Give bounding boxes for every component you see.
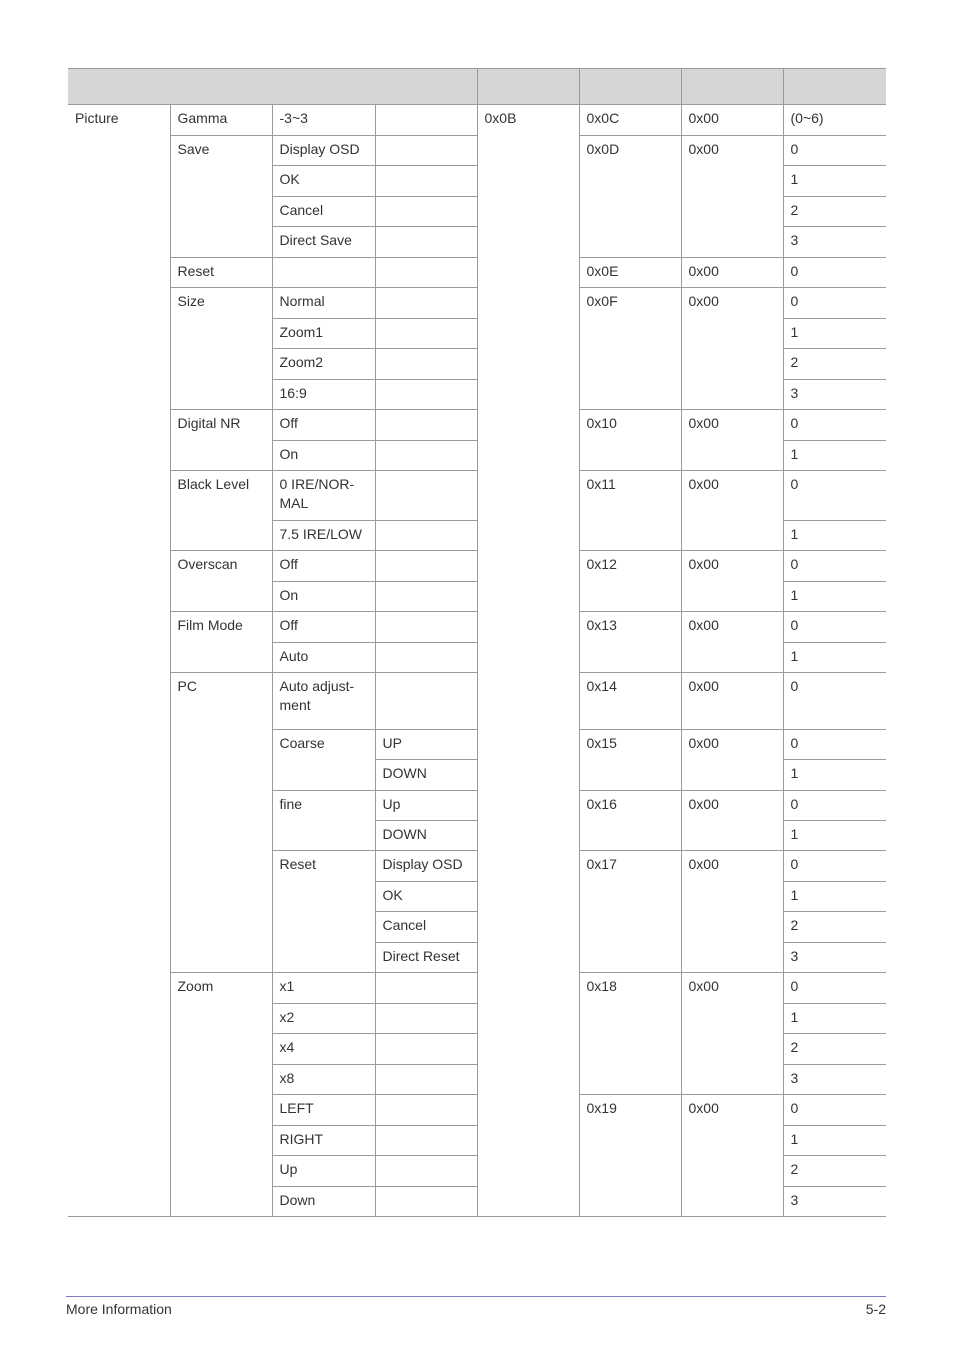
- table-cell: 0x11: [579, 471, 681, 551]
- table-cell: Direct Reset: [375, 943, 477, 973]
- table-cell: 0x15: [579, 730, 681, 791]
- table-cell: 0x19: [579, 1095, 681, 1217]
- table-cell: [375, 441, 477, 471]
- table-header-row: [68, 69, 886, 105]
- table-cell: [375, 471, 477, 521]
- table-cell: 0: [783, 551, 886, 582]
- header-cell: [681, 69, 783, 105]
- table-cell: Direct Save: [272, 227, 375, 258]
- table-cell: 0: [783, 1095, 886, 1126]
- table-cell: [375, 1095, 477, 1126]
- table-cell: Zoom1: [272, 319, 375, 349]
- table-cell: 0x00: [681, 791, 783, 851]
- table-cell: 3: [783, 1065, 886, 1095]
- table-cell: 0: [783, 612, 886, 643]
- table-cell: 1: [783, 441, 886, 471]
- table-cell: RIGHT: [272, 1126, 375, 1156]
- table-cell: Coarse: [272, 730, 375, 791]
- table-cell: [375, 643, 477, 673]
- table-cell: 1: [783, 319, 886, 349]
- table-cell: [375, 410, 477, 441]
- table-cell: 2: [783, 912, 886, 943]
- table-cell: 3: [783, 227, 886, 258]
- table-cell: DOWN: [375, 821, 477, 851]
- table-cell: 1: [783, 821, 886, 851]
- table-cell: 2: [783, 1156, 886, 1187]
- table-cell: 7.5 IRE/LOW: [272, 521, 375, 551]
- table-cell: x8: [272, 1065, 375, 1095]
- table-cell: Reset: [170, 258, 272, 288]
- command-table: [68, 68, 886, 1217]
- table-cell: 1: [783, 521, 886, 551]
- table-cell: 0 IRE/NOR-MAL: [272, 471, 375, 521]
- table-cell: 0x00: [681, 673, 783, 730]
- table-cell: 0x00: [681, 136, 783, 258]
- table-body: [68, 69, 886, 1217]
- header-cell: [68, 69, 477, 105]
- table-cell: [375, 612, 477, 643]
- header-cell: [783, 69, 886, 105]
- table-cell: Cancel: [375, 912, 477, 943]
- table-cell: 1: [783, 166, 886, 197]
- table-cell: 0x0E: [579, 258, 681, 288]
- table-cell: [375, 521, 477, 551]
- table-cell: Up: [375, 791, 477, 821]
- table-cell: 0x00: [681, 851, 783, 973]
- table-cell: [375, 1065, 477, 1095]
- table-cell: 0x00: [681, 551, 783, 612]
- table-cell: [375, 288, 477, 319]
- table-cell: [375, 1187, 477, 1217]
- table-cell: Display OSD: [375, 851, 477, 882]
- table-cell: 0x14: [579, 673, 681, 730]
- table-cell: [375, 349, 477, 380]
- table-cell: 1: [783, 1004, 886, 1034]
- table-cell: Film Mode: [170, 612, 272, 673]
- table-cell: Auto adjust-ment: [272, 673, 375, 730]
- table-cell: Auto: [272, 643, 375, 673]
- table-cell: 0: [783, 288, 886, 319]
- table-cell: [375, 105, 477, 136]
- footer-page-number: 5-2: [865, 1301, 886, 1317]
- table-cell: (0~6): [783, 105, 886, 136]
- footer-rule: [66, 1296, 886, 1297]
- table-cell: 2: [783, 1034, 886, 1065]
- table-cell: x1: [272, 973, 375, 1004]
- table-cell: On: [272, 441, 375, 471]
- table-cell: 0x00: [681, 258, 783, 288]
- table-cell: On: [272, 582, 375, 612]
- table-cell: UP: [375, 730, 477, 760]
- table-cell: Down: [272, 1187, 375, 1217]
- table-cell: 0: [783, 851, 886, 882]
- table-cell: 0: [783, 136, 886, 166]
- table-cell: 0x12: [579, 551, 681, 612]
- header-cell: [579, 69, 681, 105]
- table-cell: 0x00: [681, 288, 783, 410]
- table-cell: 0x00: [681, 471, 783, 551]
- table-cell: Off: [272, 410, 375, 441]
- table-cell: LEFT: [272, 1095, 375, 1126]
- table-cell: 0: [783, 258, 886, 288]
- table-cell: Cancel: [272, 197, 375, 227]
- table-cell: 0: [783, 410, 886, 441]
- table-cell: [375, 166, 477, 197]
- table-cell: 1: [783, 760, 886, 791]
- table-cell: OK: [375, 882, 477, 912]
- table-cell: 0x00: [681, 410, 783, 471]
- table-cell: 0x17: [579, 851, 681, 973]
- table-cell: 0x00: [681, 730, 783, 791]
- table-cell: 1: [783, 582, 886, 612]
- table-cell: PC: [170, 673, 272, 973]
- table-cell: [375, 136, 477, 166]
- table-cell: [375, 1034, 477, 1065]
- table-cell: 0x0C: [579, 105, 681, 136]
- table-cell: 0x0B: [477, 105, 579, 1217]
- table-cell: Size: [170, 288, 272, 410]
- table-cell: Save: [170, 136, 272, 258]
- table-cell: x2: [272, 1004, 375, 1034]
- table-cell: DOWN: [375, 760, 477, 791]
- table-cell: x4: [272, 1034, 375, 1065]
- table-cell: OK: [272, 166, 375, 197]
- table-cell: Off: [272, 612, 375, 643]
- table-cell: [375, 582, 477, 612]
- table-cell: 0: [783, 791, 886, 821]
- table-cell: 1: [783, 643, 886, 673]
- table-cell: [375, 319, 477, 349]
- table-cell: [375, 1156, 477, 1187]
- table-cell: Black Level: [170, 471, 272, 551]
- table-cell: [375, 1126, 477, 1156]
- table-cell: 0x16: [579, 791, 681, 851]
- table-cell: Digital NR: [170, 410, 272, 471]
- table-cell: [375, 973, 477, 1004]
- table-cell: 0x13: [579, 612, 681, 673]
- table-cell: Overscan: [170, 551, 272, 612]
- table-cell: 0: [783, 471, 886, 521]
- table-cell: Picture: [68, 105, 170, 1217]
- table-cell: 0x00: [681, 1095, 783, 1217]
- table-cell: 0x0F: [579, 288, 681, 410]
- table-cell: 0x00: [681, 105, 783, 136]
- table-cell: fine: [272, 791, 375, 851]
- table-cell: 0x18: [579, 973, 681, 1095]
- table-cell: [375, 1004, 477, 1034]
- table-cell: 0x00: [681, 612, 783, 673]
- table-row: [68, 105, 886, 136]
- table-cell: [375, 197, 477, 227]
- table-cell: Up: [272, 1156, 375, 1187]
- table-cell: [375, 380, 477, 410]
- table-cell: [375, 258, 477, 288]
- table-cell: 0: [783, 730, 886, 760]
- table-cell: 3: [783, 1187, 886, 1217]
- table-cell: 2: [783, 349, 886, 380]
- table-cell: 1: [783, 882, 886, 912]
- table-cell: 1: [783, 1126, 886, 1156]
- table-cell: Zoom: [170, 973, 272, 1217]
- table-cell: Off: [272, 551, 375, 582]
- table-cell: Gamma: [170, 105, 272, 136]
- table-cell: 16:9: [272, 380, 375, 410]
- table-cell: -3~3: [272, 105, 375, 136]
- footer-section-title: More Information: [66, 1301, 172, 1317]
- table-cell: [375, 227, 477, 258]
- table-cell: Reset: [272, 851, 375, 973]
- header-cell: [477, 69, 579, 105]
- table-cell: 0x00: [681, 973, 783, 1095]
- table-cell: 0: [783, 973, 886, 1004]
- table-cell: [375, 551, 477, 582]
- table-cell: 0x0D: [579, 136, 681, 258]
- table-cell: [375, 673, 477, 730]
- table-cell: 0x10: [579, 410, 681, 471]
- table-cell: Zoom2: [272, 349, 375, 380]
- table-cell: Display OSD: [272, 136, 375, 166]
- table-cell: Normal: [272, 288, 375, 319]
- table-cell: 3: [783, 380, 886, 410]
- table-cell: 3: [783, 943, 886, 973]
- table-cell: [272, 258, 375, 288]
- table-cell: 0: [783, 673, 886, 730]
- table-cell: 2: [783, 197, 886, 227]
